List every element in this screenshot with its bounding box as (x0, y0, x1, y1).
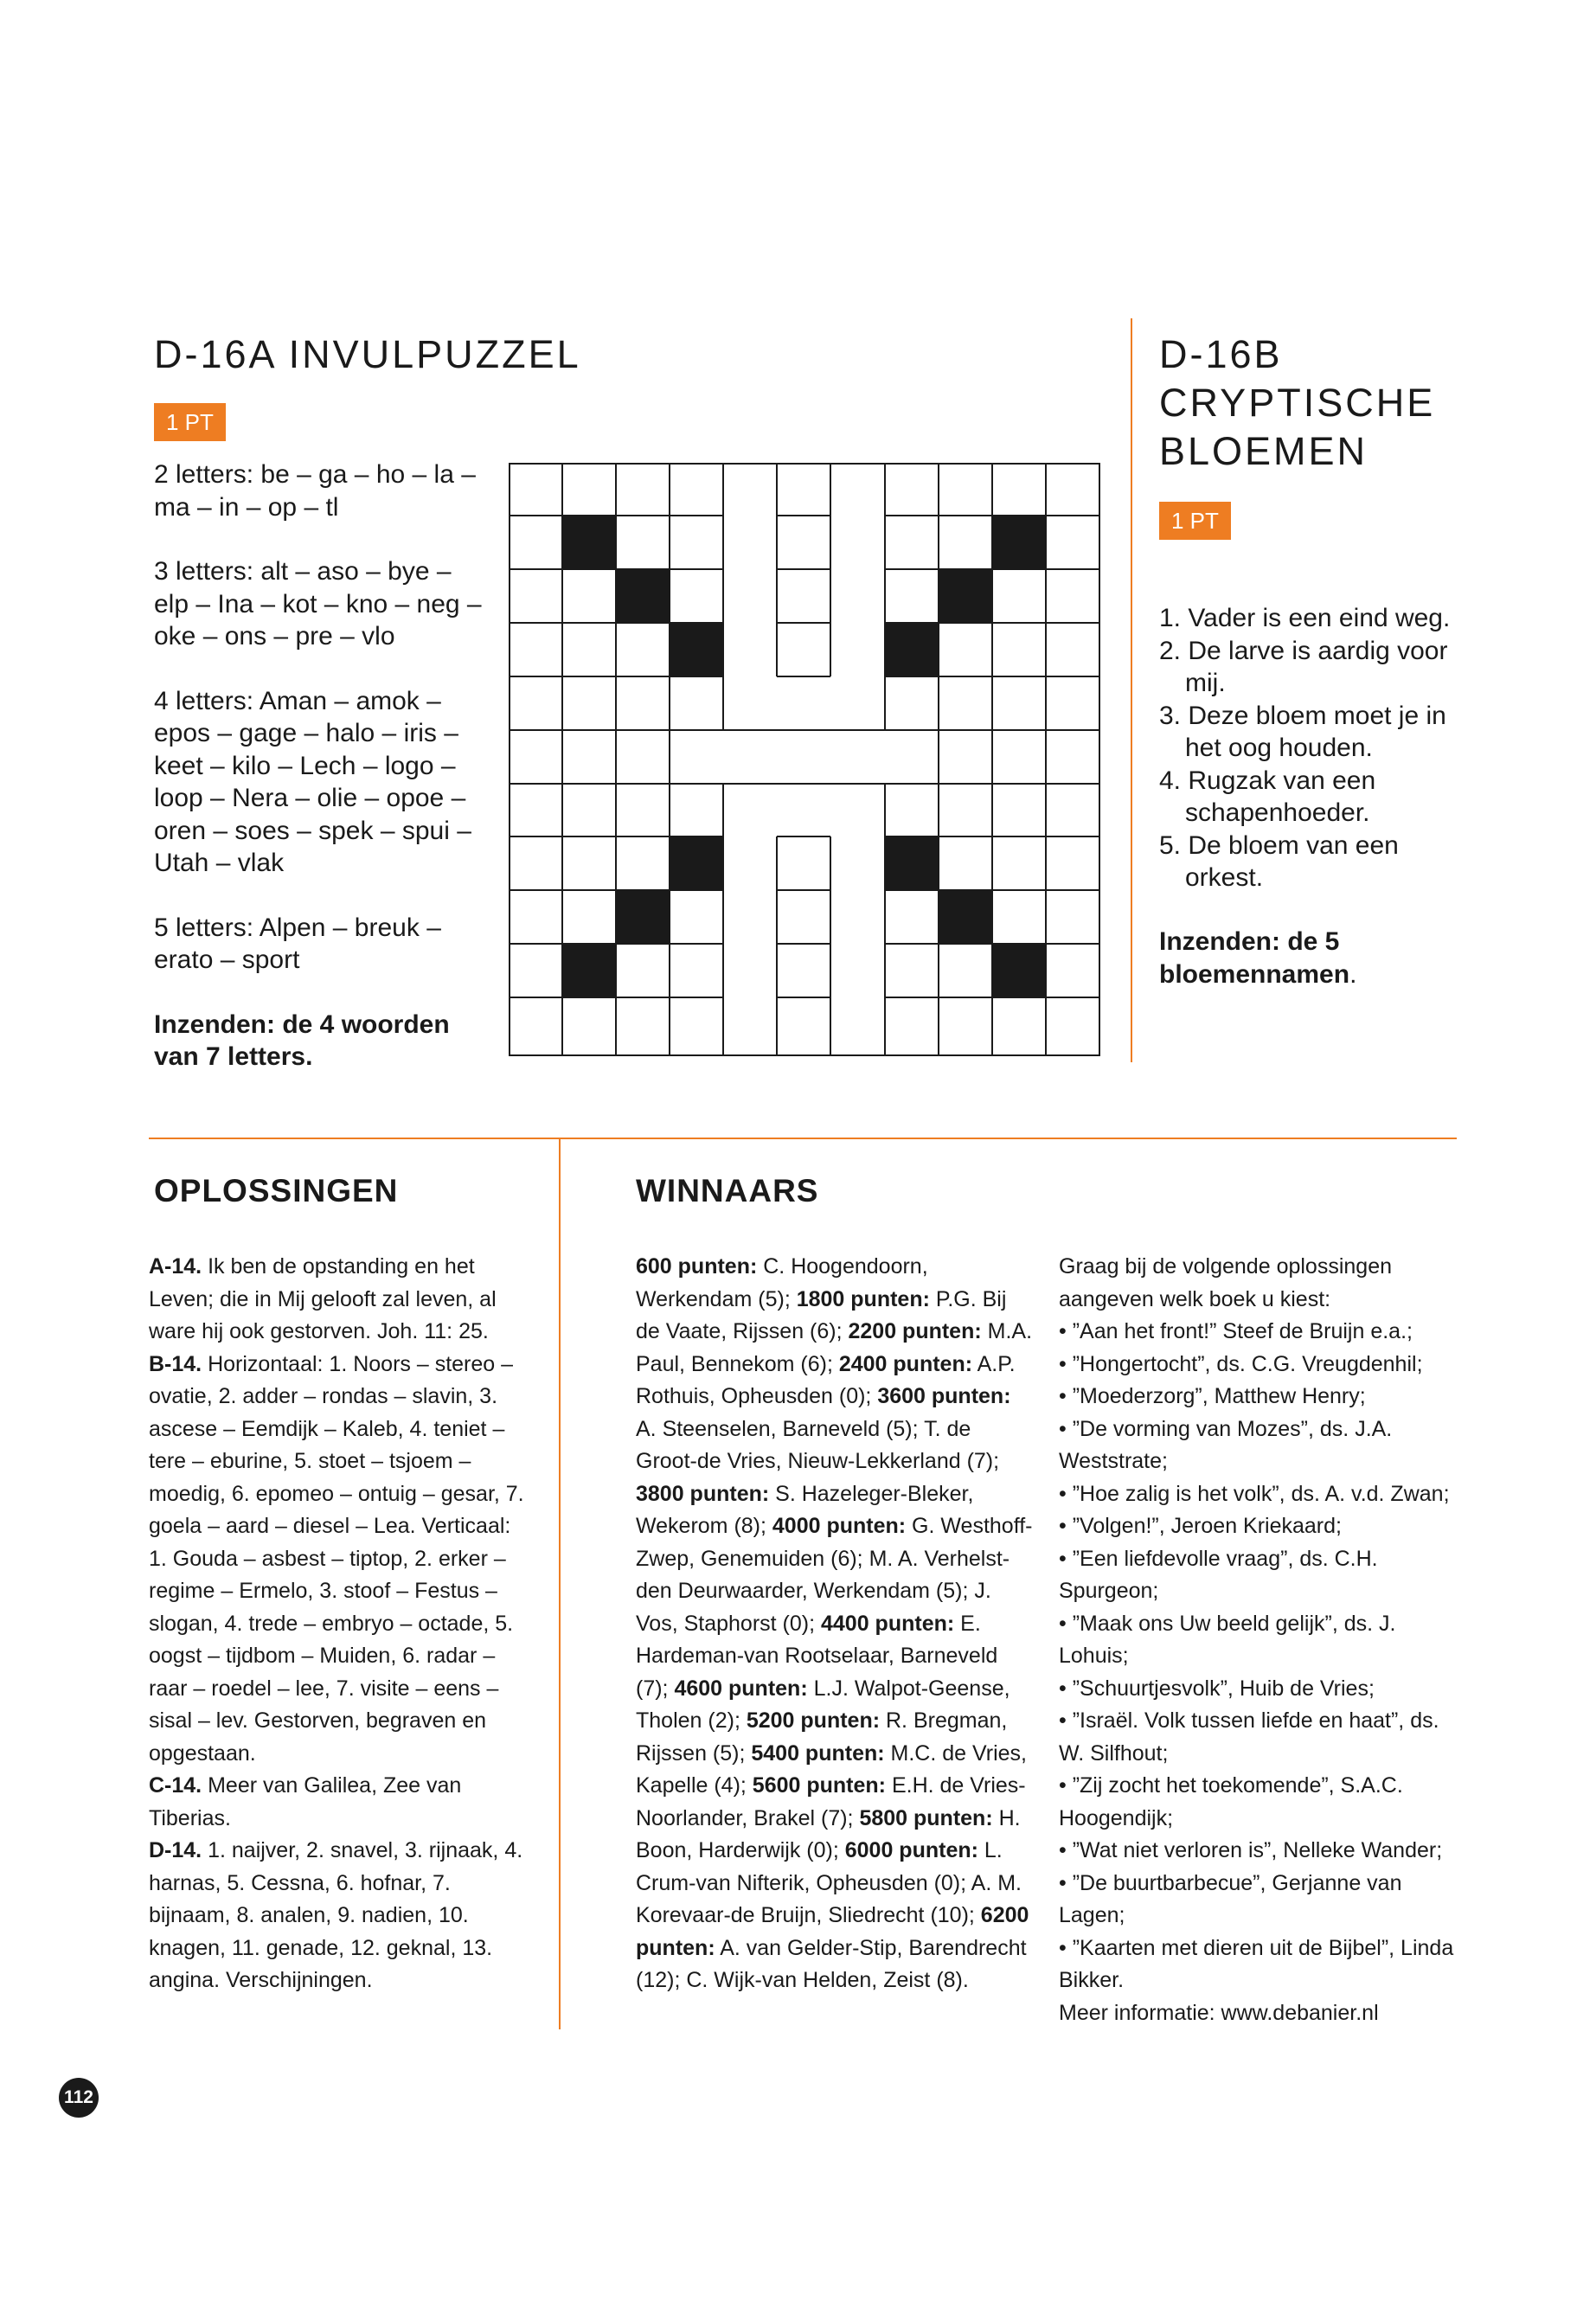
solution-body: Meer van Galilea, Zee van Tiberias. (149, 1773, 462, 1830)
word-list-2-letters: 2 letters: be – ga – ho – la – ma – in – op – tl (154, 460, 476, 522)
points-label: 6200 punten: (636, 1903, 1029, 1960)
grid-black-cells (562, 516, 1046, 997)
points-label: 6000 punten: (844, 1838, 978, 1862)
book-item: • ”Wat niet verloren is”, Nelleke Wander; (1059, 1838, 1443, 1862)
solution-a (149, 1251, 529, 1349)
book-item: • ”Schuurtjesvolk”, Huib de Vries; (1059, 1676, 1375, 1701)
clue-item: 5. De bloem van een orkest. (1159, 830, 1399, 892)
black-cell (939, 890, 992, 944)
winner-names: A. Steenselen, Barneveld (5); T. de Groot-de Vries, Nieuw-Lekkerland (7); (636, 1416, 1000, 1473)
page-number-badge: 112 (59, 2078, 99, 2118)
solution-c (149, 1770, 529, 1835)
winner-names: L. Crum-van Nifterik, Opheusden (0); A. M. Korevaar-de Bruijn, Sliedrecht (10); (636, 1838, 1022, 1927)
book-item: • ”Kaarten met dieren uit de Bijbel”, Linda Bikker. (1059, 1935, 1454, 1992)
winner-names: S. Hazeleger-Bleker, Wekerom (8); (636, 1481, 974, 1538)
column-divider-top (1131, 318, 1132, 1062)
solution-body: 1. naijver, 2. snavel, 3. rijnaak, 4. harnas, 5. Cessna, 6. hofnar, 7. bijnaam, 8. analen, 9. nadien, 10. knagen, 11. genade, 12. geknal, 13. angina. Verschijningen. (149, 1838, 523, 1992)
puzzle-b-points-badge: 1 PT (1159, 502, 1231, 540)
book-item: • ”Hoe zalig is het volk”, ds. A. v.d. Zwan; (1059, 1481, 1450, 1506)
puzzle-a-word-lists (154, 458, 491, 1106)
points-label: 4000 punten: (772, 1514, 907, 1538)
black-cell (992, 516, 1046, 569)
puzzle-b-title: D-16B CRYPTISCHE BLOEMEN (1159, 332, 1436, 473)
points-label: 5800 punten: (859, 1805, 993, 1830)
winner-names: G. Westhoff-Zwep, Genemuiden (6); M. A. Verhelst-den Deurwaarder, Werkendam (5); J. Vos, Staphorst (0); (636, 1514, 1033, 1636)
points-label: 4400 punten: (821, 1611, 955, 1636)
book-item: • ”Volgen!”, Jeroen Kriekaard; (1059, 1514, 1342, 1538)
column-divider-bottom (559, 1138, 561, 2029)
black-cell (616, 890, 670, 944)
puzzle-b-submit-bold: Inzenden: de 5 bloemennamen (1159, 927, 1350, 989)
winners-paragraph (636, 1251, 1034, 1997)
puzzle-b-submit-instruction (1159, 926, 1445, 990)
black-cell (616, 569, 670, 623)
book-item: • ”Hongertocht”, ds. C.G. Vreugdenhil; (1059, 1351, 1423, 1376)
winner-names: L.J. Walpot-Geense, Tholen (2); (636, 1676, 1010, 1733)
black-cell (939, 569, 992, 623)
more-info: Meer informatie: www.debanier.nl (1059, 2000, 1379, 2025)
black-cell (670, 623, 723, 676)
puzzle-b-submit-end: . (1349, 959, 1357, 989)
winner-names: M.A. Paul, Bennekom (6); (636, 1319, 1033, 1376)
book-item: • ”De buurtbarbecue”, Gerjanne van Lagen; (1059, 1870, 1402, 1927)
puzzle-a-title: D-16A INVULPUZZEL (154, 332, 581, 376)
black-cell (992, 944, 1046, 997)
clue-item: 2. De larve is aardig voor mij. (1159, 636, 1448, 697)
book-choices (1059, 1251, 1465, 2029)
points-label: 4600 punten: (674, 1676, 808, 1701)
book-item: • ”Zij zocht het toekomende”, S.A.C. Hoogendijk; (1059, 1773, 1403, 1830)
solutions-heading: OPLOSSINGEN (154, 1173, 399, 1208)
winner-names: A. van Gelder-Stip, Barendrecht (12); C. Wijk-van Helden, Zeist (8). (636, 1935, 1027, 1992)
points-label: 5400 punten: (751, 1740, 885, 1766)
book-item: • ”Een liefdevolle vraag”, ds. C.H. Spurgeon; (1059, 1546, 1378, 1603)
black-cell (562, 516, 616, 569)
book-item: • ”Maak ons Uw beeld gelijk”, ds. J. Lohuis; (1059, 1611, 1396, 1668)
points-label: 5200 punten: (746, 1708, 881, 1733)
points-label: 2400 punten: (838, 1351, 973, 1376)
book-item: • ”Aan het front!” Steef de Bruijn e.a.; (1059, 1319, 1413, 1343)
black-cell (670, 836, 723, 890)
points-label: 600 punten: (636, 1254, 758, 1279)
clue-item: 1. Vader is een eind weg. (1159, 604, 1451, 632)
points-label: 1800 punten: (796, 1286, 930, 1311)
solution-d (149, 1835, 529, 1997)
solutions-text (149, 1251, 529, 1997)
solution-label: D-14. (149, 1838, 202, 1862)
clue-item: 4. Rugzak van een schapenhoeder. (1159, 766, 1376, 827)
cryptic-clues-list (1159, 602, 1471, 894)
book-item: • ”Moederzorg”, Matthew Henry; (1059, 1384, 1366, 1408)
winner-names: H. Boon, Harderwijk (0); (636, 1805, 1021, 1862)
winners-heading: WINNAARS (636, 1173, 819, 1208)
puzzle-a-submit-instruction: Inzenden: de 4 woorden van 7 letters. (154, 1009, 450, 1071)
book-intro: Graag bij de volgende oplossingen aangeven welk boek u kiest: (1059, 1254, 1392, 1311)
solution-label: C-14. (149, 1773, 202, 1798)
book-item: • ”Israël. Volk tussen liefde en haat”, ds. W. Silfhout; (1059, 1708, 1439, 1766)
solution-label: A-14. (149, 1254, 202, 1279)
word-list-4-letters: 4 letters: Aman – amok – epos – gage – halo – iris – keet – kilo – Lech – logo – loop – Nera – olie – opoe – oren – soes – spek – spui – Utah – vlak (154, 686, 471, 877)
black-cell (885, 623, 939, 676)
winner-names: E. Hardeman-van Rootselaar, Barneveld (7); (636, 1611, 998, 1701)
section-divider (149, 1138, 1457, 1139)
points-label: 2200 punten: (848, 1319, 982, 1343)
solution-label: B-14. (149, 1351, 202, 1376)
solution-body: Horizontaal: 1. Noors – stereo – ovatie, 2. adder – rondas – slavin, 3. ascese – Eemdijk – Kaleb, 4. teniet – tere – eburine, 5. stoet – tsjoem – moedig, 6. epomeo – ontuig – gesar, 7. goela – aard – diesel – Lea. Verticaal: 1. Gouda – asbest – tiptop, 2. erker – regime – Ermelo, 3. stoof – Festus – slogan, 4. trede – embryo – octade, 5. oogst – tijdbom – Muiden, 6. radar – raar – roedel – lee, 7. visite – eens – sisal – lev. Gestorven, begraven en opgestaan. (149, 1351, 524, 1766)
winner-names: R. Bregman, Rijssen (5); (636, 1708, 1008, 1766)
fill-in-grid (509, 463, 1100, 1056)
solution-body: Ik ben de opstanding en het Leven; die in Mij gelooft zal leven, al ware hij ook gestorven. Joh. 11: 25. (149, 1254, 497, 1343)
winner-names: A.P. Rothuis, Opheusden (0); (636, 1351, 1016, 1408)
black-cell (562, 944, 616, 997)
black-cell (885, 836, 939, 890)
word-list-5-letters: 5 letters: Alpen – breuk – erato – sport (154, 913, 441, 974)
book-item: • ”De vorming van Mozes”, ds. J.A. Weststrate; (1059, 1416, 1393, 1473)
points-label: 5600 punten: (752, 1773, 886, 1798)
word-list-3-letters: 3 letters: alt – aso – bye – elp – Ina – kot – kno – neg – oke – ons – pre – vlo (154, 557, 482, 651)
solution-b (149, 1349, 529, 1771)
clue-item: 3. Deze bloem moet je in het oog houden. (1159, 701, 1446, 762)
winner-names: E.H. de Vries-Noorlander, Brakel (7); (636, 1773, 1026, 1830)
points-label: 3600 punten: (877, 1384, 1011, 1408)
winner-names: M.C. de Vries, Kapelle (4); (636, 1740, 1027, 1798)
winner-names: P.G. Bij de Vaate, Rijssen (6); (636, 1286, 1007, 1343)
winner-names: C. Hoogendoorn, Werkendam (5); (636, 1254, 928, 1311)
points-label: 3800 punten: (636, 1481, 770, 1506)
winners-text (636, 1251, 1034, 1997)
puzzle-a-points-badge: 1 PT (154, 403, 226, 441)
